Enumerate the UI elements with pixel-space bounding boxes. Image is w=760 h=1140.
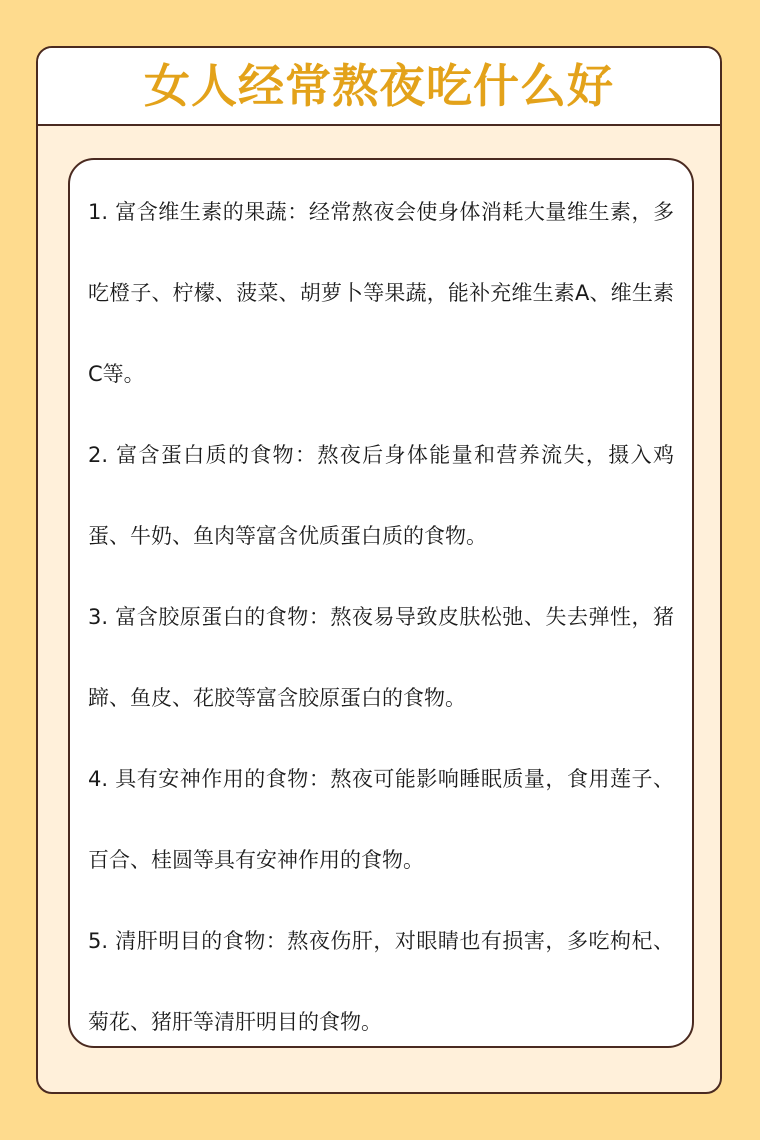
title-bar bbox=[38, 48, 720, 126]
tip-item-1: 1. 富含维生素的果蔬：经常熬夜会使身体消耗大量维生素，多吃橙子、柠檬、菠菜、胡萝卜等果蔬，能补充维生素A、维生素C等。 bbox=[88, 200, 674, 386]
tips-list bbox=[88, 172, 674, 1063]
tip-item-4: 4. 具有安神作用的食物：熬夜可能影响睡眠质量，食用莲子、百合、桂圆等具有安神作用的食物。 bbox=[88, 767, 674, 872]
tip-item-5: 5. 清肝明目的食物：熬夜伤肝，对眼睛也有损害，多吃枸杞、菊花、猪肝等清肝明目的食物。 bbox=[88, 929, 674, 1034]
tip-item-2: 2. 富含蛋白质的食物：熬夜后身体能量和营养流失，摄入鸡蛋、牛奶、鱼肉等富含优质蛋白质的食物。 bbox=[88, 443, 674, 548]
page-title: 女人经常熬夜吃什么好 bbox=[144, 59, 614, 113]
tip-item-3: 3. 富含胶原蛋白的食物：熬夜易导致皮肤松弛、失去弹性，猪蹄、鱼皮、花胶等富含胶原蛋白的食物。 bbox=[88, 605, 674, 710]
content-panel bbox=[68, 158, 694, 1048]
article-card bbox=[36, 46, 722, 1094]
